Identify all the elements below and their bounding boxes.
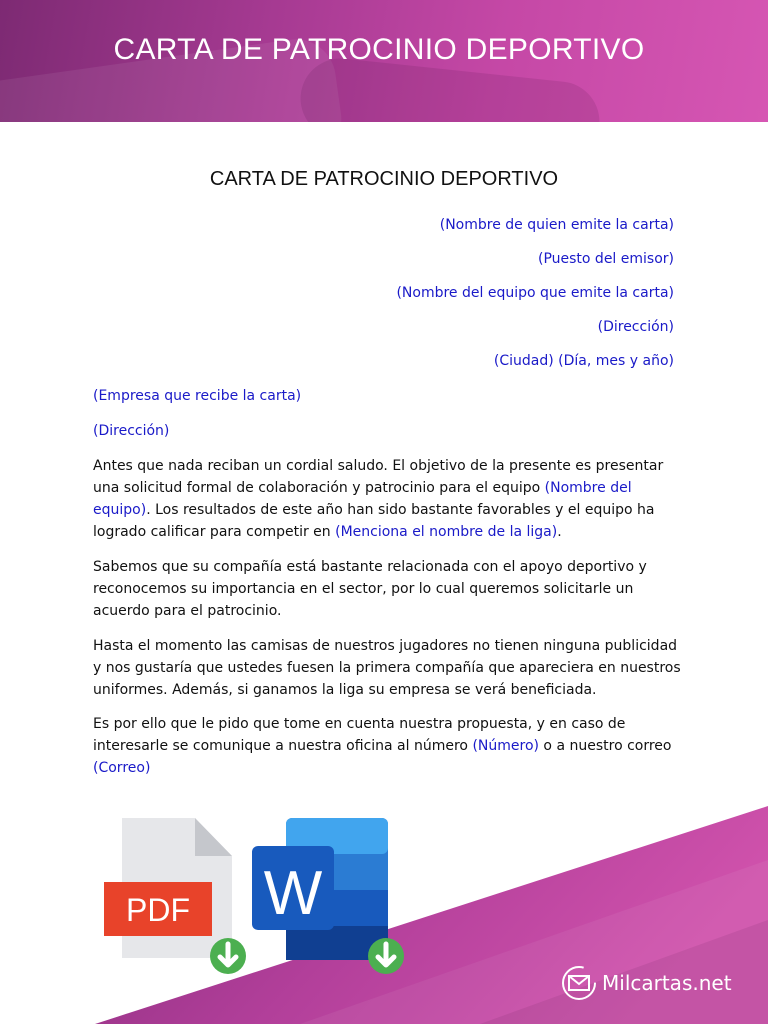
- sender-position: (Puesto del emisor): [537, 251, 674, 267]
- pdf-download-icon[interactable]: [100, 816, 250, 976]
- sender-name: (Nombre de quien emite la carta): [439, 217, 674, 233]
- placeholder-number: (Número): [472, 738, 539, 754]
- sender-city-date: (Ciudad) (Día, mes y año): [493, 353, 674, 369]
- recipient-company: (Empresa que recibe la carta): [93, 388, 302, 404]
- brand-logo[interactable]: [560, 963, 732, 1003]
- pdf-label: PDF: [126, 892, 190, 928]
- placeholder-email: (Correo): [93, 760, 151, 776]
- brand-name: Milcartas.net: [602, 971, 732, 995]
- sender-team: (Nombre del equipo que emite la carta): [396, 285, 674, 301]
- paragraph-text: .: [557, 524, 562, 540]
- banner-title: CARTA DE PATROCINIO DEPORTIVO: [113, 33, 645, 66]
- sender-address: (Dirección): [597, 319, 674, 335]
- paragraph-uniforms: Hasta el momento las camisas de nuestros jugadores no tienen ninguna publicidad y nos gustaría que ustedes fuesen la primera compañía que apareciera en nuestros uniformes. Además, si ganamos la liga su empresa se verá beneficiada.: [93, 638, 681, 698]
- paragraph-text: Antes que nada reciban un cordial saludo. El objetivo de la presente es presentar una solicitud formal de colaboración y patrocinio para el equipo: [93, 458, 664, 496]
- recipient-address: (Dirección): [93, 423, 170, 439]
- placeholder-league-name: (Menciona el nombre de la liga): [335, 524, 558, 540]
- word-label: W: [263, 859, 323, 928]
- paragraph-text: o a nuestro correo: [538, 738, 672, 754]
- document-title: CARTA DE PATROCINIO DEPORTIVO: [209, 168, 559, 190]
- paragraph-text: . Los resultados de este año han sido bastante favorables y el equipo ha logrado calificar para competir en: [93, 502, 655, 540]
- paragraph-text: Es por ello que le pido que tome en cuenta nuestra propuesta, y en caso de interesarle se comunique a nuestra oficina al número: [93, 716, 626, 754]
- word-download-icon[interactable]: [248, 816, 408, 976]
- paragraph-contact: [93, 713, 683, 779]
- header-banner: [0, 0, 768, 122]
- paragraph-company-support: Sabemos que su compañía está bastante relacionada con el apoyo deportivo y reconocemos su importancia en el sector, por lo cual queremos solicitarle un acuerdo para el patrocinio.: [93, 559, 647, 619]
- envelope-icon: [560, 964, 598, 1002]
- paragraph-intro: [93, 455, 683, 543]
- placeholder-team-name: (Nombre del equipo): [93, 480, 632, 518]
